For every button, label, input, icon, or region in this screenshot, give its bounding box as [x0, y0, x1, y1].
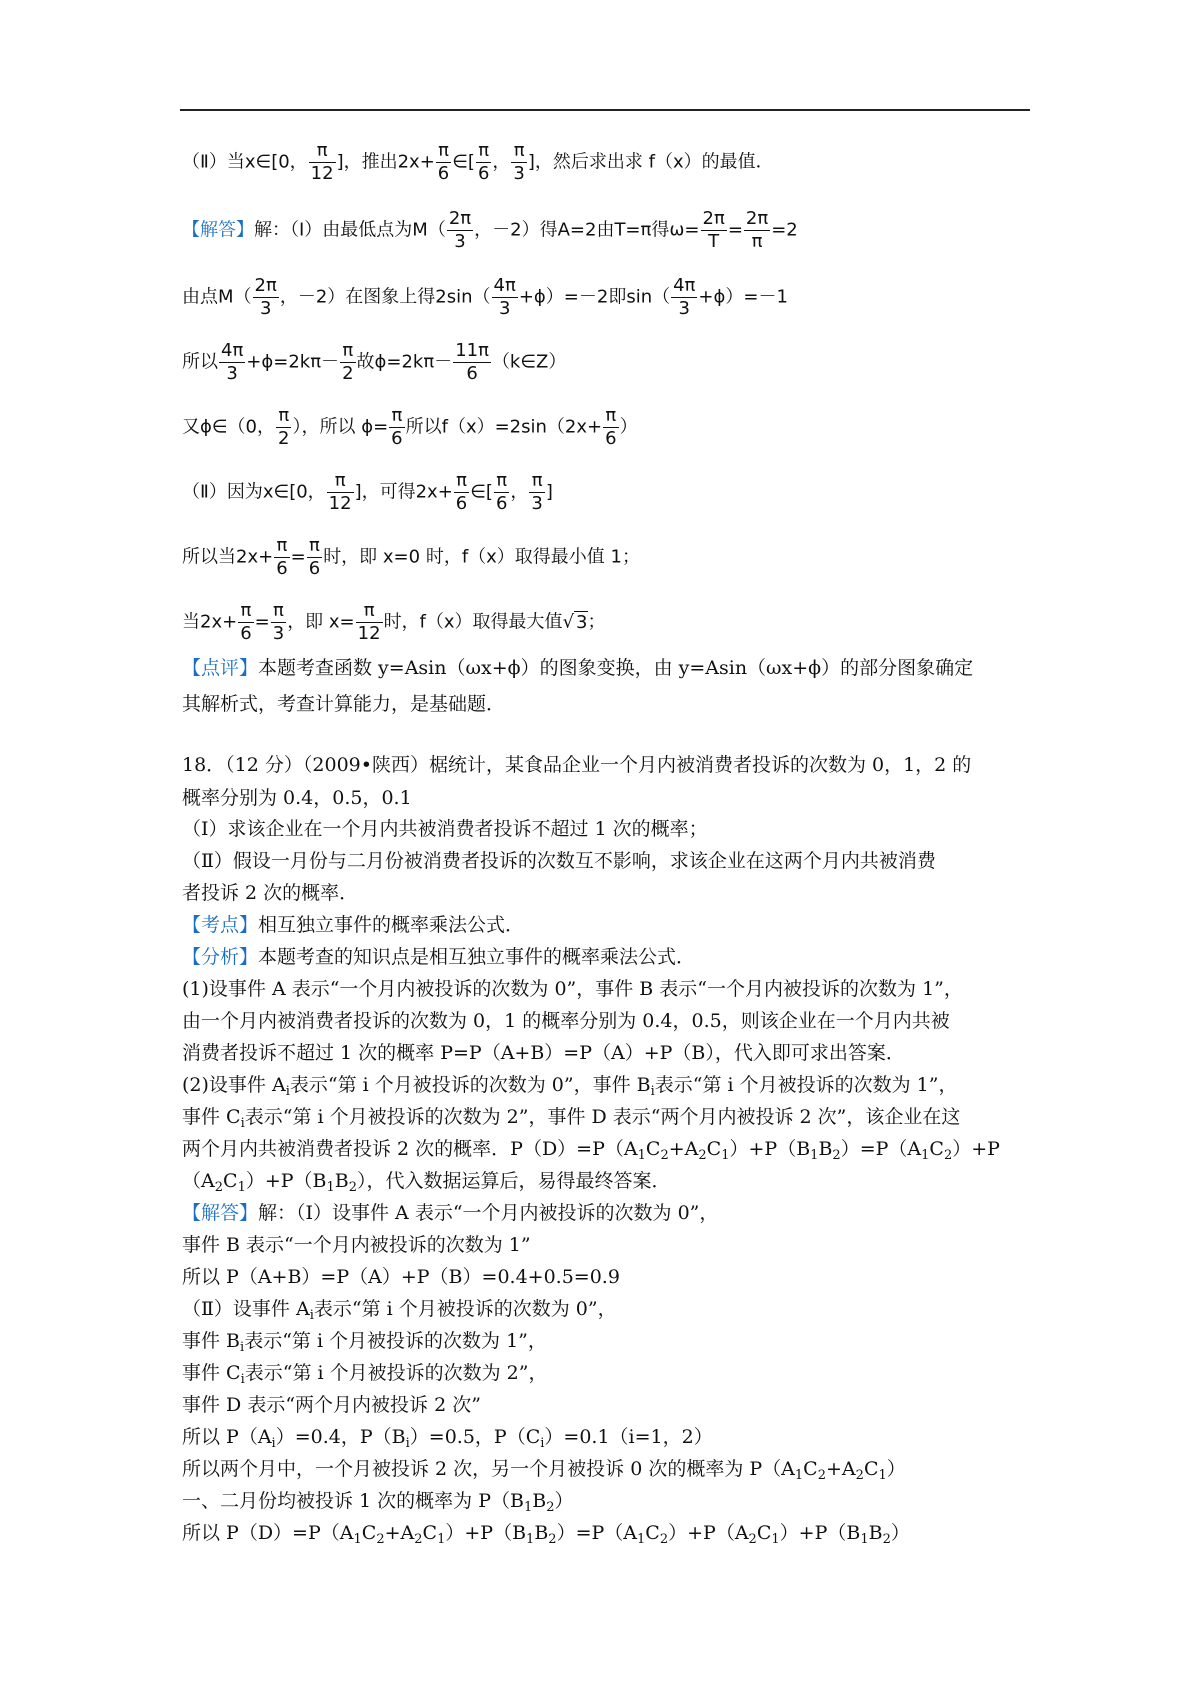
- fraction: $\frac{2\pi}{3}$: [254, 275, 277, 319]
- fraction: $\frac{\pi}{3}$: [513, 140, 525, 184]
- fenxi-line-7: 两个月内共被消费者投诉 2 次的概率．$P(D)=P(A_1C_2+A_2C_1)+P(B_1B_2)=P(A_1C_2)+P$: [182, 1138, 1000, 1163]
- fenxi-line-4: 消费者投诉不超过 1 次的概率 P=P（A+B）=P（A）+P（B），代入即可求出答案．: [182, 1042, 905, 1064]
- jieda-line-3: 所以 P（A+B）=P（A）+P（B）=0.4+0.5=0.9: [182, 1266, 620, 1288]
- fenxi-line-8: $(A_2C_1)+P(B_1B_2)$，代入数据运算后，易得最终答案．: [182, 1170, 671, 1195]
- fraction: $\frac{\pi}{12}$: [310, 140, 334, 184]
- jieda-line-6: 事件 $C_i$表示“第 i 个月被投诉的次数为 2”，: [182, 1362, 548, 1387]
- question-18-line-4: （Ⅱ）假设一月份与二月份被消费者投诉的次数互不影响，求该企业在这两个月内共被消费: [182, 850, 936, 872]
- header-rule: [180, 109, 1030, 111]
- jieda-line-8: 所以 $P(A_i)=0.4$，$P(B_i)=0.5$，$P(C_i)=0.1(i=1$，2）: [182, 1426, 713, 1451]
- fraction: $\frac{4\pi}{3}$: [673, 275, 696, 319]
- fenxi-line-1: 【分析】本题考查的知识点是相互独立事件的概率乘法公式．: [182, 946, 696, 968]
- text: ，－2）得A=2由T=π得ω=: [474, 219, 700, 241]
- text: x∈[0，: [244, 151, 308, 173]
- kaodian-line: 【考点】相互独立事件的概率乘法公式．: [182, 914, 525, 936]
- jieda-line-1: 【解答】解：（Ⅰ）设事件 A 表示“一个月内被投诉的次数为 0”，: [182, 1202, 719, 1224]
- fraction: $\frac{\pi}{6}$: [477, 140, 490, 184]
- section-tag: 【点评】: [182, 657, 259, 679]
- fraction: $\frac{2\pi}{T}$: [702, 208, 725, 252]
- fraction: $\frac{\pi}{6}$: [455, 470, 468, 514]
- fraction: $\frac{4\pi}{3}$: [493, 275, 516, 319]
- jieda-line-10: 一、二月份均被投诉 1 次的概率为 $P(B_1B_2)$: [182, 1490, 574, 1515]
- fraction: $\frac{\pi}{6}$: [391, 405, 403, 449]
- text: ∈[: [452, 151, 475, 173]
- solution-line-5: （Ⅱ）因为x∈[0， $\frac{\pi}{12}$ ]，可得2x+ $\frac{\pi}{6}$ ∈[ $\frac{\pi}{6}$ ， $\frac{\pi}{3}$ ]: [182, 470, 553, 514]
- fraction: $\frac{\pi}{12}$: [328, 470, 352, 514]
- question-18-line-2: 概率分别为 0.4，0.5，0.1: [182, 787, 412, 809]
- fraction: $\frac{11\pi}{6}$: [455, 340, 489, 384]
- text: 解：（Ⅰ）由最低点为M（: [254, 219, 446, 241]
- jieda-line-7: 事件 D 表示“两个月内被投诉 2 次”: [182, 1394, 481, 1416]
- fraction: $\frac{\pi}{6}$: [495, 470, 508, 514]
- question-18-line-3: （Ⅰ）求该企业在一个月内共被消费者投诉不超过 1 次的概率；: [182, 818, 708, 840]
- section-tag: 【考点】: [182, 914, 259, 936]
- review-line-1: 【点评】本题考查函数 y=Asin（ωx+ϕ）的图象变换，由 y=Asin（ωx+ϕ）的部分图象确定: [182, 657, 974, 679]
- fraction: $\frac{\pi}{2}$: [278, 405, 290, 449]
- section-tag: 【解答】: [182, 1202, 259, 1224]
- text: ]，推出2x+: [336, 151, 435, 173]
- fenxi-line-3: 由一个月内被消费者投诉的次数为 0，1 的概率分别为 0.4，0.5，则该企业在一个月内共被: [182, 1010, 950, 1032]
- review-line-2: 其解析式，考查计算能力，是基础题．: [182, 693, 506, 715]
- fraction: $\frac{\pi}{2}$: [342, 340, 354, 384]
- solution-line-6: 所以当2x+ $\frac{\pi}{6}$ = $\frac{\pi}{6}$ 时，即 x=0 时，f（x）取得最小值 1；: [182, 535, 640, 579]
- text: ，: [492, 151, 511, 173]
- fenxi-line-6: 事件 $C_i$表示“第 i 个月被投诉的次数为 2”，事件 D 表示“两个月内被投诉 2 次”，该企业在这: [182, 1106, 961, 1131]
- jieda-line-11: 所以 $P(D)=P(A_1C_2+A_2C_1)+P(B_1B_2)=P(A_1C_2)+P(A_2C_1)+P(B_1B_2)$: [182, 1522, 910, 1547]
- text: ]，然后求出求 f（x）的最值．: [527, 151, 774, 173]
- solution-line-7: 当2x+ $\frac{\pi}{6}$ = $\frac{\pi}{3}$ ，即 x= $\frac{\pi}{12}$ 时，f（x）取得最大值√ 3；: [182, 600, 606, 644]
- fraction: $\frac{\pi}{6}$: [276, 535, 288, 579]
- jieda-line-4: （Ⅱ）设事件 $A_i$表示“第 i 个月被投诉的次数为 0”，: [182, 1298, 617, 1323]
- jieda-line-5: 事件 $B_i$表示“第 i 个月被投诉的次数为 1”，: [182, 1330, 547, 1355]
- fraction: $\frac{\pi}{6}$: [605, 405, 617, 449]
- solution-line-2: 由点M（ $\frac{2\pi}{3}$ ，－2）在图象上得2sin（ $\frac{4\pi}{3}$ +ϕ）=－2即sin（ $\frac{4\pi}{3}$ +ϕ）=－1: [182, 275, 788, 319]
- question-18-line-5: 者投诉 2 次的概率．: [182, 882, 359, 904]
- fraction: $\frac{\pi}{3}$: [272, 600, 285, 644]
- fenxi-line-2: (1)设事件 A 表示“一个月内被投诉的次数为 0”，事件 B 表示“一个月内被投诉的次数为 1”，: [182, 978, 963, 1000]
- fraction: $\frac{2\pi}{3}$: [448, 208, 472, 252]
- part2-hint-line: [182, 140, 774, 185]
- solution-line-1: 【解答】解：（Ⅰ）由最低点为M（ $\frac{2\pi}{3}$ ，－2）得A=2由T=π得ω= $\frac{2\pi}{T}$ = $\frac{2\pi}{\pi}$ =2: [182, 208, 798, 252]
- section-tag: 【解答】: [182, 219, 254, 241]
- text: （Ⅱ）当: [182, 151, 245, 173]
- solution-line-4: 又ϕ∈（0， $\frac{\pi}{2}$ ），所以 ϕ= $\frac{\pi}{6}$ 所以f（x）=2sin（2x+ $\frac{\pi}{6}$ ）: [182, 405, 638, 449]
- fraction: $\frac{\pi}{3}$: [531, 470, 543, 514]
- jieda-line-9: 所以两个月中，一个月被投诉 2 次，另一个月被投诉 0 次的概率为 $P(A_1C_2+A_2C_1)$: [182, 1458, 906, 1483]
- sqrt-radicand: 3: [576, 611, 588, 633]
- question-18-line-1: 18．（12 分）（2009•陕西）椐统计，某食品企业一个月内被消费者投诉的次数为 0，1，2 的: [182, 754, 972, 776]
- fraction: $\frac{\pi}{6}$: [308, 535, 321, 579]
- fenxi-line-5: (2)设事件 $A_i$表示“第 i 个月被投诉的次数为 0”，事件 $B_i$表示“第 i 个月被投诉的次数为 1”，: [182, 1074, 958, 1099]
- fraction: $\frac{2\pi}{\pi}$: [745, 208, 769, 252]
- fraction: $\frac{\pi}{12}$: [357, 600, 381, 644]
- section-tag: 【分析】: [182, 946, 259, 968]
- fraction: $\frac{\pi}{6}$: [437, 140, 450, 184]
- fraction: $\frac{\pi}{6}$: [240, 600, 252, 644]
- fraction: $\frac{4\pi}{3}$: [221, 340, 244, 384]
- jieda-line-2: 事件 B 表示“一个月内被投诉的次数为 1”: [182, 1234, 531, 1256]
- solution-line-3: 所以 $\frac{4\pi}{3}$ +ϕ=2kπ－ $\frac{\pi}{2}$ 故ϕ=2kπ－ $\frac{11\pi}{6}$ （k∈Z）: [182, 340, 567, 384]
